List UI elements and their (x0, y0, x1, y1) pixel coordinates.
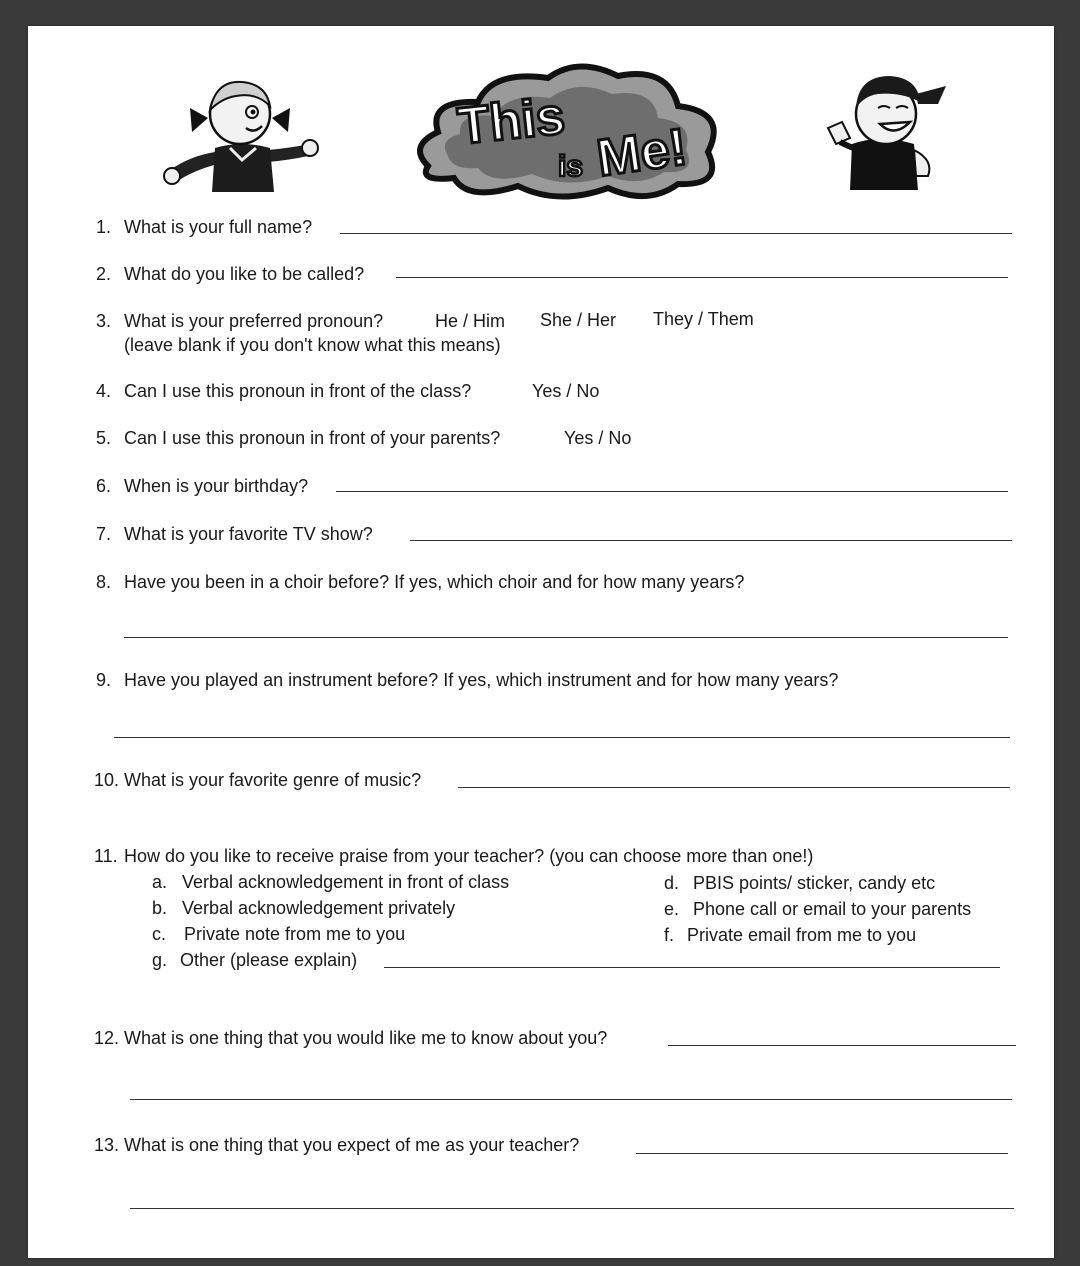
question-number: 1. (96, 217, 112, 237)
question-6 (96, 475, 308, 497)
question-text: What is your favorite TV show? (124, 524, 373, 544)
answer-line-12b[interactable] (130, 1099, 1012, 1100)
question-text: What is your favorite genre of music? (124, 770, 422, 790)
option-letter: c. (152, 924, 167, 944)
answer-line-10[interactable] (458, 787, 1010, 788)
option-text: Verbal acknowledgement in front of class (182, 872, 510, 892)
question-text: Have you played an instrument before? If yes, which instrument and for how many years? (124, 670, 839, 690)
praise-option-g[interactable] (152, 949, 357, 971)
question-9 (96, 669, 838, 691)
question-text: How do you like to receive praise from your teacher? (you can choose more than one!) (124, 846, 814, 866)
answer-line-12a[interactable] (668, 1045, 1016, 1046)
option-letter: e. (664, 899, 680, 919)
answer-line-6[interactable] (336, 491, 1008, 492)
praise-option-e[interactable] (664, 898, 971, 920)
question-number: 9. (96, 670, 112, 690)
praise-option-b[interactable] (152, 897, 455, 919)
logo-word-is: is (558, 150, 584, 183)
pronoun-option-they-them[interactable]: They / Them (653, 309, 754, 329)
this-is-me-logo (408, 56, 728, 206)
question-3 (96, 310, 383, 332)
boy-cartoon-illustration (818, 64, 958, 194)
question-text: Can I use this pronoun in front of the class? (124, 381, 472, 401)
question-10 (94, 769, 421, 791)
pronoun-note: (leave blank if you don't know what this means) (124, 335, 501, 355)
girl-cartoon-illustration (160, 74, 320, 194)
question-number: 2. (96, 264, 112, 284)
question-13 (94, 1134, 579, 1156)
question-text: When is your birthday? (124, 476, 309, 496)
option-text: Verbal acknowledgement privately (182, 898, 456, 918)
question-number: 7. (96, 524, 112, 544)
option-letter: b. (152, 898, 168, 918)
logo-word-me: Me! (593, 117, 691, 188)
question-1 (96, 216, 312, 238)
question-number: 10. (94, 770, 120, 790)
question-number: 3. (96, 311, 112, 331)
answer-line-13a[interactable] (636, 1153, 1008, 1154)
question-number: 4. (96, 381, 112, 401)
question-number: 12. (94, 1028, 120, 1048)
question-text: Have you been in a choir before? If yes, which choir and for how many years? (124, 572, 745, 592)
option-letter: d. (664, 873, 680, 893)
worksheet-page (28, 26, 1054, 1258)
answer-line-7[interactable] (410, 540, 1012, 541)
question-text: Can I use this pronoun in front of your parents? (124, 428, 501, 448)
praise-option-d[interactable] (664, 872, 935, 894)
answer-line-11g[interactable] (384, 967, 1000, 968)
option-text: Phone call or email to your parents (693, 899, 972, 919)
answer-line-9[interactable] (114, 737, 1010, 738)
question-text: What is one thing that you expect of me as your teacher? (124, 1135, 580, 1155)
answer-line-13b[interactable] (130, 1208, 1014, 1209)
praise-option-f[interactable] (664, 924, 916, 946)
option-text: Private note from me to you (184, 924, 406, 944)
question-number: 11. (94, 846, 118, 866)
question-2 (96, 263, 364, 285)
question-number: 8. (96, 572, 112, 592)
option-letter: a. (152, 872, 168, 892)
praise-option-c[interactable] (152, 923, 405, 945)
question-number: 13. (94, 1135, 120, 1155)
class-pronoun-yes-no[interactable]: Yes / No (532, 381, 600, 401)
pronoun-option-she-her[interactable]: She / Her (540, 310, 617, 330)
question-number: 6. (96, 476, 112, 496)
option-letter: f. (664, 925, 675, 945)
parents-pronoun-yes-no[interactable]: Yes / No (564, 428, 632, 448)
praise-option-a[interactable] (152, 871, 509, 893)
logo-word-this: This (455, 87, 568, 156)
answer-line-8[interactable] (124, 637, 1008, 638)
question-text: What is your full name? (124, 217, 313, 237)
answer-line-2[interactable] (396, 277, 1008, 278)
question-5 (96, 427, 500, 449)
question-4 (96, 380, 471, 402)
option-text: Private email from me to you (687, 925, 917, 945)
answer-line-1[interactable] (340, 233, 1012, 234)
question-8 (96, 571, 744, 593)
question-number: 5. (96, 428, 112, 448)
question-7 (96, 523, 373, 545)
question-text: What is your preferred pronoun? (124, 311, 384, 331)
pronoun-option-he-him[interactable]: He / Him (435, 311, 506, 331)
option-text: Other (please explain) (180, 950, 358, 970)
option-letter: g. (152, 950, 168, 970)
question-11 (94, 845, 813, 867)
question-text: What do you like to be called? (124, 264, 365, 284)
option-text: PBIS points/ sticker, candy etc (693, 873, 936, 893)
question-text: What is one thing that you would like me to know about you? (124, 1028, 608, 1048)
question-12 (94, 1027, 607, 1049)
